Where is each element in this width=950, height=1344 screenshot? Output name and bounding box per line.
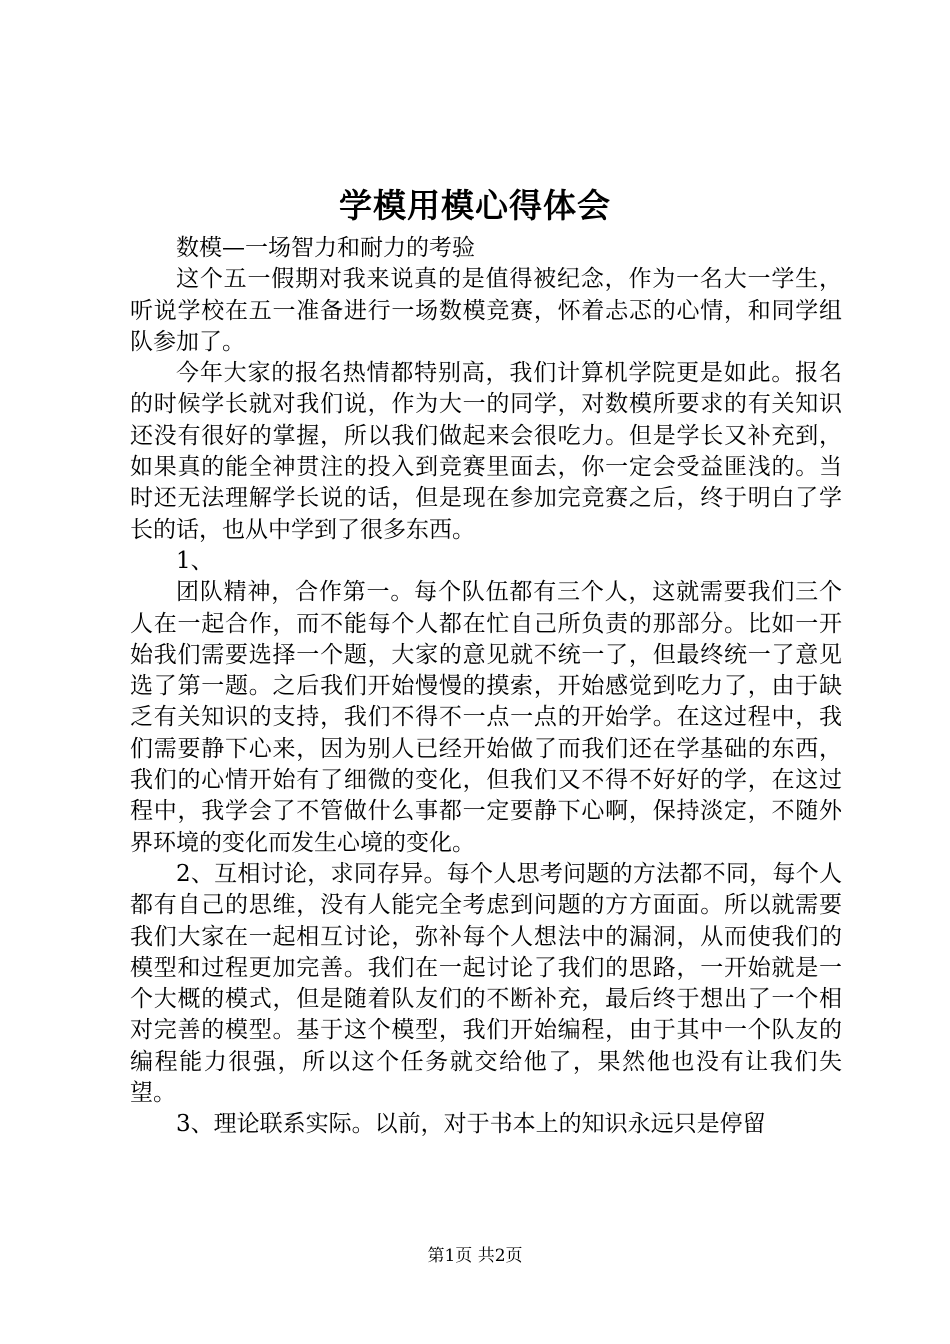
paragraph-registration: 今年大家的报名热情都特别高，我们计算机学院更是如此。报名的时候学长就对我们说，作为大一的同学，对数模所要求的有关知识还没有很好的掌握，所以我们做起来会很吃力。但是学长又补充到，如果真的能全神贯注的投入到竞赛里面去，你一定会受益匪浅的。当时还无法理解学长说的话，但是现在参加完竞赛之后，终于明白了学长的话，也从中学到了很多东西。 — [130, 360, 842, 543]
page-footer: 第1页 共2页 — [427, 1246, 523, 1266]
document-body — [130, 233, 842, 1141]
paragraph-subtitle: 数模—一场智力和耐力的考验 — [176, 235, 475, 261]
document-title: 学模用模心得体会 — [339, 186, 611, 225]
paragraph-discussion: 2、互相讨论，求同存异。每个人思考问题的方法都不同，每个人都有自己的思维，没有人能完全考虑到问题的方方面面。所以就需要我们大家在一起相互讨论，弥补每个人想法中的漏洞，从而使我们的模型和过程更加完善。我们在一起讨论了我们的思路，一开始就是一个大概的模式，但是随着队友们的不断补充，最后终于想出了一个相对完善的模型。基于这个模型，我们开始编程，由于其中一个队友的编程能力很强，所以这个任务就交给他了，果然他也没有让我们失望。 — [130, 860, 842, 1107]
paragraph-point-1-number: 1、 — [176, 547, 214, 574]
paragraph-intro: 这个五一假期对我来说真的是值得被纪念，作为一名大一学生，听说学校在五一准备进行一场数模竞赛，怀着忐忑的心情，和同学组队参加了。 — [130, 266, 842, 355]
paragraph-theory-practice: 3、理论联系实际。以前，对于书本上的知识永远只是停留 — [176, 1111, 766, 1138]
paragraph-teamwork: 团队精神，合作第一。每个队伍都有三个人，这就需要我们三个人在一起合作，而不能每个人都在忙自己所负责的那部分。比如一开始我们需要选择一个题，大家的意见就不统一了，但最终统一了意见选了第一题。之后我们开始慢慢的摸索，开始感觉到吃力了，由于缺乏有关知识的支持，我们不得不一点一点的开始学。在这过程中，我们需要静下心来，因为别人已经开始做了而我们还在学基础的东西，我们的心情开始有了细微的变化，但我们又不得不好好的学，在这过程中，我学会了不管做什么事都一定要静下心啊，保持淡定，不随外界环境的变化而发生心境的变化。 — [130, 579, 842, 856]
